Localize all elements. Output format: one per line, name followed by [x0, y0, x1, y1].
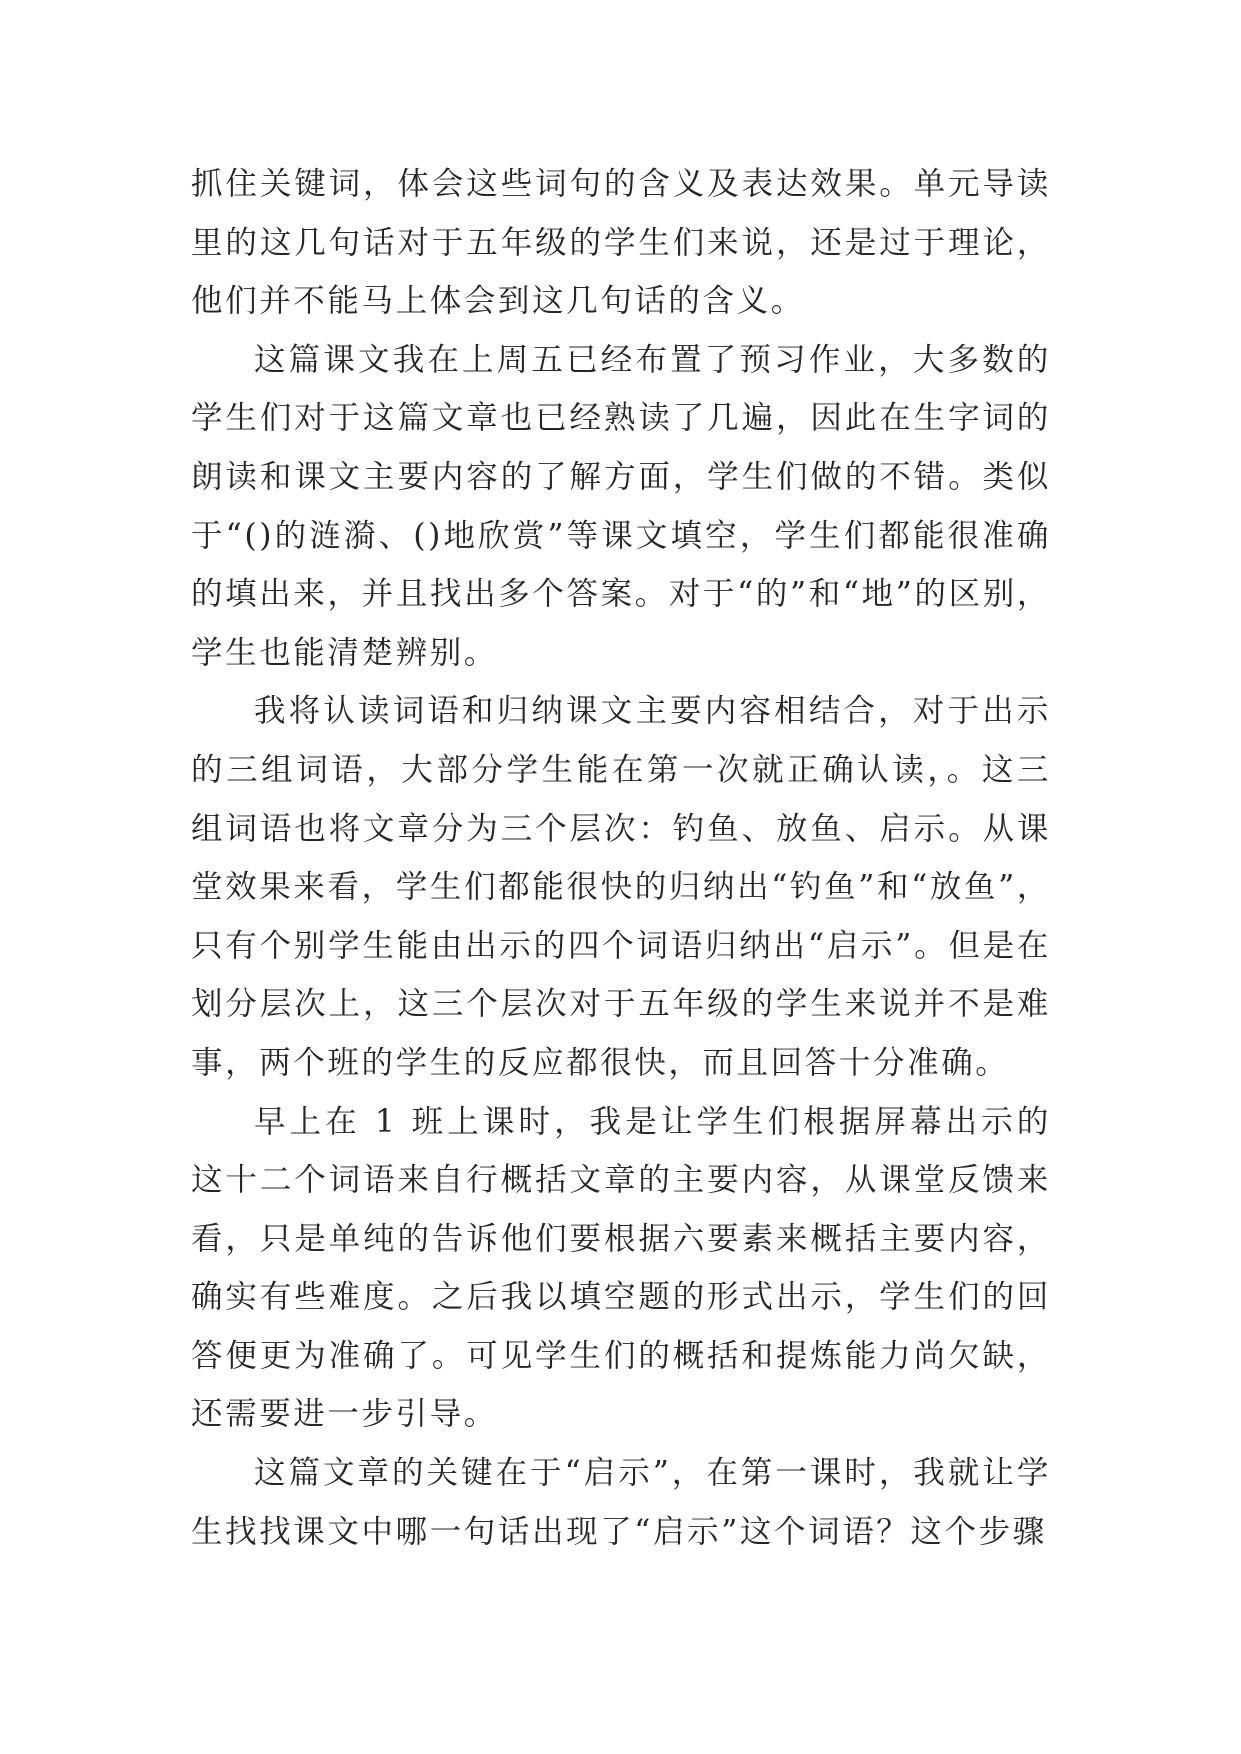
paragraph-2: 这篇课文我在上周五已经布置了预习作业，大多数的学生们对于这篇文章也已经熟读了几遍，因此在生字词的朗读和课文主要内容的了解方面，学生们做的不错。类似于“()的涟漪、()地欣赏”等课文填空，学生们都能很准确的填出来，并且找出多个答案。对于“的”和“地”的区别，学生也能清楚辨别。: [191, 341, 1051, 671]
paragraph-1: 抓住关键词，体会这些词句的含义及表达效果。单元导读里的这几句话对于五年级的学生们来说，还是过于理论，他们并不能马上体会到这几句话的含义。: [191, 166, 1051, 320]
document-body: [191, 155, 1051, 1561]
paragraph-3: 我将认读词语和归纳课文主要内容相结合，对于出示的三组词语，大部分学生能在第一次就正确认读，。这三组词语也将文章分为三个层次：钓鱼、放鱼、启示。从课堂效果来看，学生们都能很快的归纳出“钓鱼”和“放鱼”，只有个别学生能由出示的四个词语归纳出“启示”。但是在划分层次上，这三个层次对于五年级的学生来说并不是难事，两个班的学生的反应都很快，而且回答十分准确。: [191, 693, 1051, 1081]
paragraph-5: 这篇文章的关键在于“启示”，在第一课时，我就让学生找找课文中哪一句话出现了“启示”这个词语？这个步骤: [191, 1455, 1051, 1550]
paragraph-4: 早上在 1 班上课时，我是让学生们根据屏幕出示的这十二个词语来自行概括文章的主要内容，从课堂反馈来看，只是单纯的告诉他们要根据六要素来概括主要内容，确实有些难度。之后我以填空题的形式出示，学生们的回答便更为准确了。可见学生们的概括和提炼能力尚欠缺，还需要进一步引导。: [191, 1103, 1051, 1433]
